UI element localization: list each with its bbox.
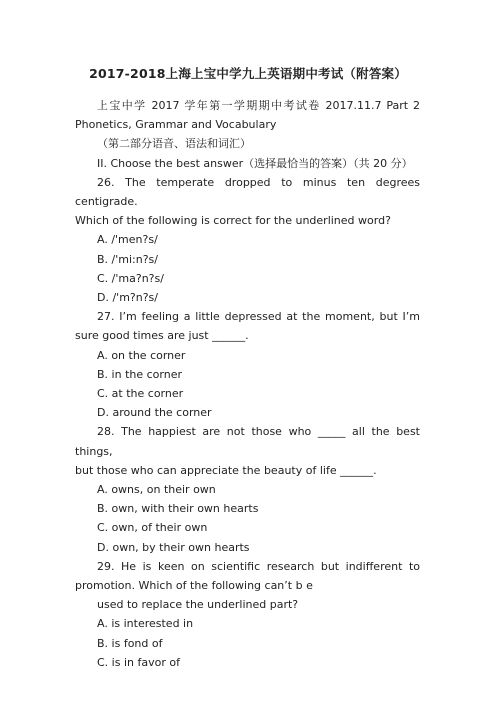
question-stem: Which of the following is correct for the underlined word?: [75, 214, 391, 228]
header-subtitle: （第二部分语音、语法和词汇）: [97, 137, 251, 151]
header-line: Phonetics, Grammar and Vocabulary: [75, 118, 277, 132]
question-stem: 29. He is keen on scientific research but indifferent to: [97, 559, 420, 573]
answer-option: C. at the corner: [97, 387, 184, 401]
document-title: 2017-2018上海上宝中学九上英语期中考试（附答案）: [89, 66, 407, 81]
answer-option: B. own, with their own hearts: [97, 502, 259, 516]
question-stem: 26. The temperate dropped to minus ten degrees centigrade.: [75, 175, 420, 209]
question-stem: 28. The happiest are not those who _____ all the best things,: [75, 425, 420, 458]
question-stem: 27. I’m feeling a little depressed at the moment, but I’m: [97, 310, 420, 324]
question-stem: but those who can appreciate the beauty of life ______.: [75, 463, 377, 477]
document-body: [75, 96, 420, 672]
question-stem: sure good times are just ______.: [75, 329, 249, 343]
header-line: 上宝中学 2017 学年第一学期期中考试卷 2017.11.7 Part 2: [97, 99, 420, 112]
answer-option: D. /'m?n?s/: [97, 291, 158, 305]
answer-option: D. around the corner: [97, 406, 212, 420]
answer-option: A. on the corner: [97, 348, 186, 362]
answer-option: C. is in favor of: [97, 655, 180, 669]
answer-option: B. in the corner: [97, 367, 182, 381]
section-heading: II. Choose the best answer（选择最恰当的答案）（共 20 分）: [97, 156, 413, 170]
answer-option: C. own, of their own: [97, 521, 208, 535]
answer-option: A. /'men?s/: [97, 233, 158, 247]
answer-option: B. is fond of: [97, 636, 163, 650]
answer-option: C. /'ma?n?s/: [97, 271, 164, 285]
question-stem: promotion. Which of the following can’t b e: [75, 579, 313, 593]
answer-option: A. owns, on their own: [97, 483, 216, 497]
answer-option: A. is interested in: [97, 617, 194, 631]
answer-option: B. /'mi:n?s/: [97, 252, 158, 266]
answer-option: D. own, by their own hearts: [97, 540, 250, 554]
question-stem: used to replace the underlined part?: [97, 598, 299, 612]
